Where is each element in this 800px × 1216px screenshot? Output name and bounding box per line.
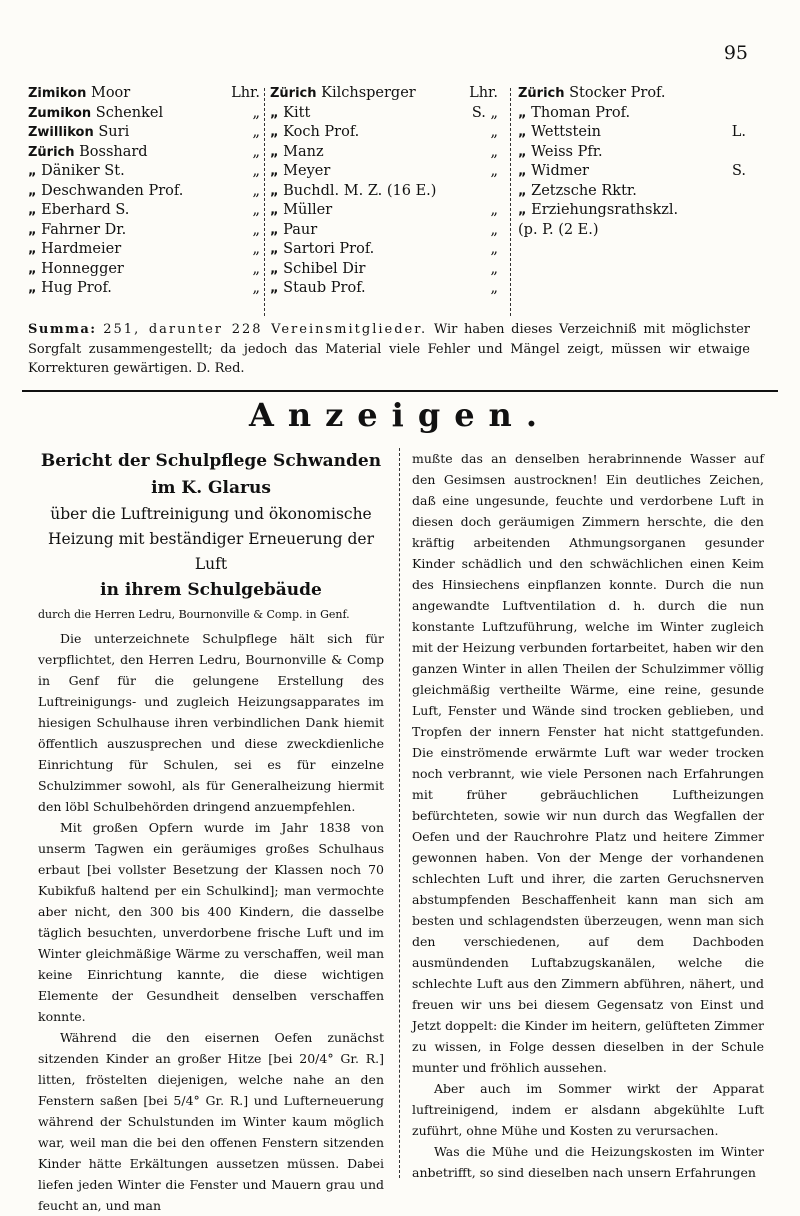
subscriber-name: Hug Prof. bbox=[41, 280, 112, 296]
subscriber-title: „ bbox=[490, 280, 498, 296]
subscriber-row bbox=[270, 260, 498, 280]
subscriber-row bbox=[518, 162, 746, 182]
subscriber-title: S. „ bbox=[471, 104, 498, 121]
summa-signature: D. Red. bbox=[196, 361, 245, 376]
subscriber-place: Zimikon bbox=[28, 86, 87, 101]
subscriber-title: „ bbox=[252, 202, 260, 218]
subscriber-name: Kitt bbox=[283, 104, 311, 121]
subscriber-place: Zürich bbox=[518, 86, 565, 101]
subscriber-name: Widmer bbox=[531, 163, 589, 179]
subscriber-title: Lhr. bbox=[469, 85, 498, 101]
subscriber-row bbox=[518, 104, 746, 124]
subscriber-list bbox=[0, 84, 800, 296]
subscriber-place: Zwillikon bbox=[28, 125, 94, 140]
subscriber-name: Buchdl. M. Z. (16 E.) bbox=[283, 182, 437, 199]
subscriber-row bbox=[28, 182, 260, 202]
report-subject: über die Luftreinigung und ökonomische Heizung mit beständiger Erneuerung der Luft bbox=[47, 505, 374, 573]
subscriber-row bbox=[518, 143, 746, 163]
subscriber-name: Eberhard S. bbox=[41, 202, 130, 218]
subscriber-place: „ bbox=[518, 105, 527, 121]
subscriber-row bbox=[28, 260, 260, 280]
subscriber-title: L. bbox=[731, 124, 746, 140]
subscriber-row bbox=[28, 123, 260, 143]
subscriber-title: „ bbox=[490, 241, 498, 257]
subscriber-row bbox=[270, 279, 498, 299]
subscriber-place: „ bbox=[270, 144, 279, 160]
report-byline: durch die Herren Ledru, Bournonville & Comp. in Genf. bbox=[38, 608, 350, 621]
subscriber-place: „ bbox=[518, 144, 527, 160]
subscriber-place: „ bbox=[270, 261, 279, 277]
column-divider bbox=[510, 88, 511, 316]
subscriber-name: Fahrner Dr. bbox=[41, 221, 127, 238]
subscriber-name: Däniker St. bbox=[41, 163, 125, 179]
right-column bbox=[412, 448, 764, 1183]
subscriber-title: „ bbox=[252, 260, 260, 277]
subscriber-name: Paur bbox=[283, 221, 318, 238]
summa-label: Summa: bbox=[28, 322, 97, 337]
subscriber-name: Wettstein bbox=[531, 124, 601, 140]
subscriber-row bbox=[28, 162, 260, 182]
subscriber-row bbox=[270, 201, 498, 221]
subscriber-name: Moor bbox=[90, 85, 131, 101]
subscriber-name: Honnegger bbox=[41, 260, 124, 277]
subscriber-name: Hardmeier bbox=[41, 241, 122, 257]
paragraph: Was die Mühe und die Heizungskosten im Winter anbetrifft, so sind dieselben nach unsern Erfahrungen bbox=[412, 1144, 764, 1180]
subscriber-title: „ bbox=[252, 182, 260, 199]
report-title: Bericht der Schulpflege Schwanden bbox=[40, 451, 382, 471]
subscriber-row bbox=[270, 182, 498, 202]
subscriber-name: Kilchsperger bbox=[321, 85, 416, 101]
subscriber-title: „ bbox=[252, 280, 260, 296]
subscriber-title: „ bbox=[252, 241, 260, 257]
subscriber-place: „ bbox=[270, 105, 279, 121]
paragraph: Die unterzeichnete Schulpflege hält sich für verpflichtet, den Herren Ledru, Bournonville & Comp in Genf für die gelungene Erstellung des Luftreinigungs- und zugleich Heizungsapparates im hiesigen Schulhause ihren verbindlichen Dank hiemit öffentlich auszusprechen und diese zweckdienliche Einrichtung für Schulen, sei es für einzelne Schulzimmer sowohl, als für Generalheizung hiermit den löbl Schulbehörden dringend anzuempfehlen. bbox=[38, 631, 384, 814]
subscriber-place: Zürich bbox=[270, 86, 317, 101]
subscriber-name: Müller bbox=[283, 202, 333, 218]
subscriber-row bbox=[270, 143, 498, 163]
subscriber-row bbox=[28, 104, 260, 124]
column-divider bbox=[399, 448, 400, 1178]
subscriber-name: Schenkel bbox=[95, 104, 164, 121]
subscriber-place: „ bbox=[518, 125, 527, 140]
summa-count: 251, darunter 228 Vereinsmitglieder. bbox=[103, 322, 428, 337]
subscriber-row bbox=[270, 123, 498, 143]
subscriber-name: Deschwanden Prof. bbox=[41, 182, 184, 199]
subscriber-place: „ bbox=[270, 242, 279, 257]
report-location: in ihrem Schulgebäude bbox=[100, 580, 322, 600]
subscriber-place: „ bbox=[28, 183, 37, 199]
subscriber-row bbox=[270, 162, 498, 182]
subscriber-row bbox=[270, 240, 498, 260]
subscriber-row bbox=[28, 84, 260, 104]
report-title-place: im K. Glarus bbox=[151, 478, 271, 498]
subscriber-name: Meyer bbox=[283, 163, 331, 179]
subscriber-column-3 bbox=[518, 84, 746, 240]
subscriber-place: „ bbox=[270, 183, 279, 199]
subscriber-row bbox=[270, 84, 498, 104]
subscriber-place: „ bbox=[518, 183, 527, 199]
subscriber-row bbox=[28, 221, 260, 241]
subscriber-title: S. bbox=[731, 163, 746, 179]
subscriber-row bbox=[28, 240, 260, 260]
paragraph: mußte das an denselben herabrinnende Wasser auf den Gesimsen austrocknen! Ein deutliches Zeichen, daß eine ungesunde, feuchte und verdorbene Luft in diesen doch geräumigen Zimmern herschte, die den kräftig arbeitenden Athmungsorganen gesunder Kinder schädlich und den schwächlichen einen Keim des Hinsiechens einpflanzen konnte. Durch die nun angewandte Luftventilation d. h. durch die nun konstante Luftzuführung, welche im Winter zugleich mit der Heizung verbunden fortarbeitet, haben wir den ganzen Winter in allen Theilen der Schulzimmer völlig gleichmäßig vertheilte Wärme, eine reine, gesunde Luft, Fenster und Wände sind trocken geblieben, und Tropfen der innern Fenster hat nicht stattgefunden. Die einströmende erwärmte Luft war weder trocken noch verbrannt, wie viele Personen nach Erfahrungen mit früher gebräuchlichen Luftheizungen befürchteten, sowie wir nun durch das Wegfallen der Oefen und der Rauchrohre Platz und heitere Zimmer gewonnen haben. Von der Menge der vorhandenen schlechten Luft und ihrer, die zarten Geruchsnerven abstumpfenden Beschaffenheit kann man sich am besten und schlagendsten überzeugen, wenn man sich den verschiedenen, auf dem Dachboden ausmündenden Luftabzugskanälen, welche die schlechte Luft aus den Zimmern abführen, nähert, und freuen wir uns bei diesem Gegensatz von Einst und Jetzt doppelt: die Kinder im heitern, gelüfteten Zimmer zu wissen, in Folge dessen dieselben in der Schule munter und fröhlich aussehen. bbox=[412, 451, 764, 1075]
page-number: 95 bbox=[723, 42, 748, 64]
subscriber-place: „ bbox=[28, 242, 37, 257]
subscriber-row bbox=[518, 182, 746, 202]
subscriber-name: Bosshard bbox=[79, 143, 148, 160]
subscriber-place: „ bbox=[270, 164, 279, 179]
subscriber-place: „ bbox=[518, 164, 527, 179]
subscriber-name: Weiss Pfr. bbox=[531, 143, 603, 160]
subscriber-place: „ bbox=[518, 203, 527, 218]
paragraph: Mit großen Opfern wurde im Jahr 1838 von unserm Tagwen ein geräumiges großes Schulhaus erbaut [bei vollster Besetzung der Klassen noch 70 Kubikfuß haltend per ein Schulkind]; man vermochte aber nicht, den 300 bis 400 Kindern, die dasselbe täglich besuchten, unverdorbene frische Luft und im Winter gleichmäßige Wärme zu verschaffen, weil man keine Einrichtung kannte, die diese wichtigen Elemente der Gesundheit denselben verschaffen konnte. bbox=[38, 820, 384, 1024]
subscriber-place: Zumikon bbox=[28, 105, 92, 121]
subscriber-title: „ bbox=[490, 143, 498, 160]
subscriber-row bbox=[518, 201, 746, 221]
subscriber-row bbox=[518, 84, 746, 104]
subscriber-row bbox=[518, 221, 746, 241]
subscriber-name: Koch Prof. bbox=[283, 124, 360, 140]
subscriber-place: Zürich bbox=[28, 144, 75, 160]
subscriber-row bbox=[28, 279, 260, 299]
subscriber-title: „ bbox=[490, 221, 498, 238]
subscriber-row bbox=[518, 123, 746, 143]
subscriber-name: Zetzsche Rktr. bbox=[531, 182, 637, 199]
subscriber-title: „ bbox=[252, 124, 260, 140]
subscriber-name: Suri bbox=[98, 124, 130, 140]
paragraph: Während die den eisernen Oefen zunächst sitzenden Kinder an großer Hitze [bei 20/4° Gr. R.] litten, fröstelten diejenigen, welche nahe an den Fenstern saßen [bei 5/4° Gr. R.] und Lufterneuerung während der Schulstunden im Winter kaum möglich war, weil man die bei den offenen Fenstern sitzenden Kinder hätte Erkältungen aussetzen müssen. Dabei liefen jeden Winter die Fenster und Mauern grau und feucht an, und man bbox=[38, 1030, 384, 1213]
subscriber-place: „ bbox=[28, 164, 37, 179]
subscriber-title: „ bbox=[490, 163, 498, 179]
subscriber-place: „ bbox=[270, 281, 279, 296]
subscriber-row bbox=[270, 104, 498, 124]
left-column bbox=[38, 448, 384, 1216]
subscriber-title: Lhr. bbox=[231, 85, 260, 101]
section-heading: Anzeigen. bbox=[249, 396, 551, 434]
subscriber-name: Schibel Dir bbox=[283, 260, 366, 277]
subscriber-row bbox=[28, 201, 260, 221]
subscriber-column-1 bbox=[28, 84, 260, 299]
subscriber-name: Staub Prof. bbox=[283, 280, 366, 296]
subscriber-title: „ bbox=[490, 124, 498, 140]
subscriber-name: Stocker Prof. bbox=[569, 85, 666, 101]
subscriber-place: „ bbox=[270, 203, 279, 218]
subscriber-place: „ bbox=[270, 125, 279, 140]
subscriber-place: „ bbox=[28, 222, 37, 238]
subscriber-name: Erziehungsrathskzl. bbox=[531, 202, 679, 218]
subscriber-place: „ bbox=[28, 203, 37, 218]
subscriber-title: „ bbox=[252, 143, 260, 160]
summa-text: Wir haben dieses Verzeichniß mit möglichster Sorgfalt zusammengestellt; da jedoch das Material viele Fehler und Mängel zeigt, müssen wir etwaige Korrekturen gewärtigen. bbox=[28, 322, 750, 376]
subscriber-place: „ bbox=[28, 281, 37, 296]
paragraph: Aber auch im Sommer wirkt der Apparat luftreinigend, indem er alsdann abgekühlte Luft zuführt, ohne Mühe und Kosten zu verursachen. bbox=[412, 1081, 764, 1138]
subscriber-row bbox=[28, 143, 260, 163]
subscriber-column-2 bbox=[270, 84, 498, 299]
subscriber-name: Manz bbox=[283, 143, 324, 160]
subscriber-row bbox=[270, 221, 498, 241]
subscriber-title: „ bbox=[490, 260, 498, 277]
subscriber-place: „ bbox=[270, 222, 279, 238]
subscriber-title: „ bbox=[252, 104, 260, 121]
subscriber-place: „ bbox=[28, 261, 37, 277]
section-rule bbox=[22, 390, 778, 392]
subscriber-name: (p. P. (2 E.) bbox=[518, 221, 599, 238]
summa-note bbox=[28, 320, 750, 379]
column-divider bbox=[264, 88, 265, 316]
subscriber-name: Sartori Prof. bbox=[283, 241, 375, 257]
subscriber-title: „ bbox=[252, 221, 260, 238]
subscriber-title: „ bbox=[252, 163, 260, 179]
subscriber-name: Thoman Prof. bbox=[531, 104, 631, 121]
subscriber-title: „ bbox=[490, 202, 498, 218]
